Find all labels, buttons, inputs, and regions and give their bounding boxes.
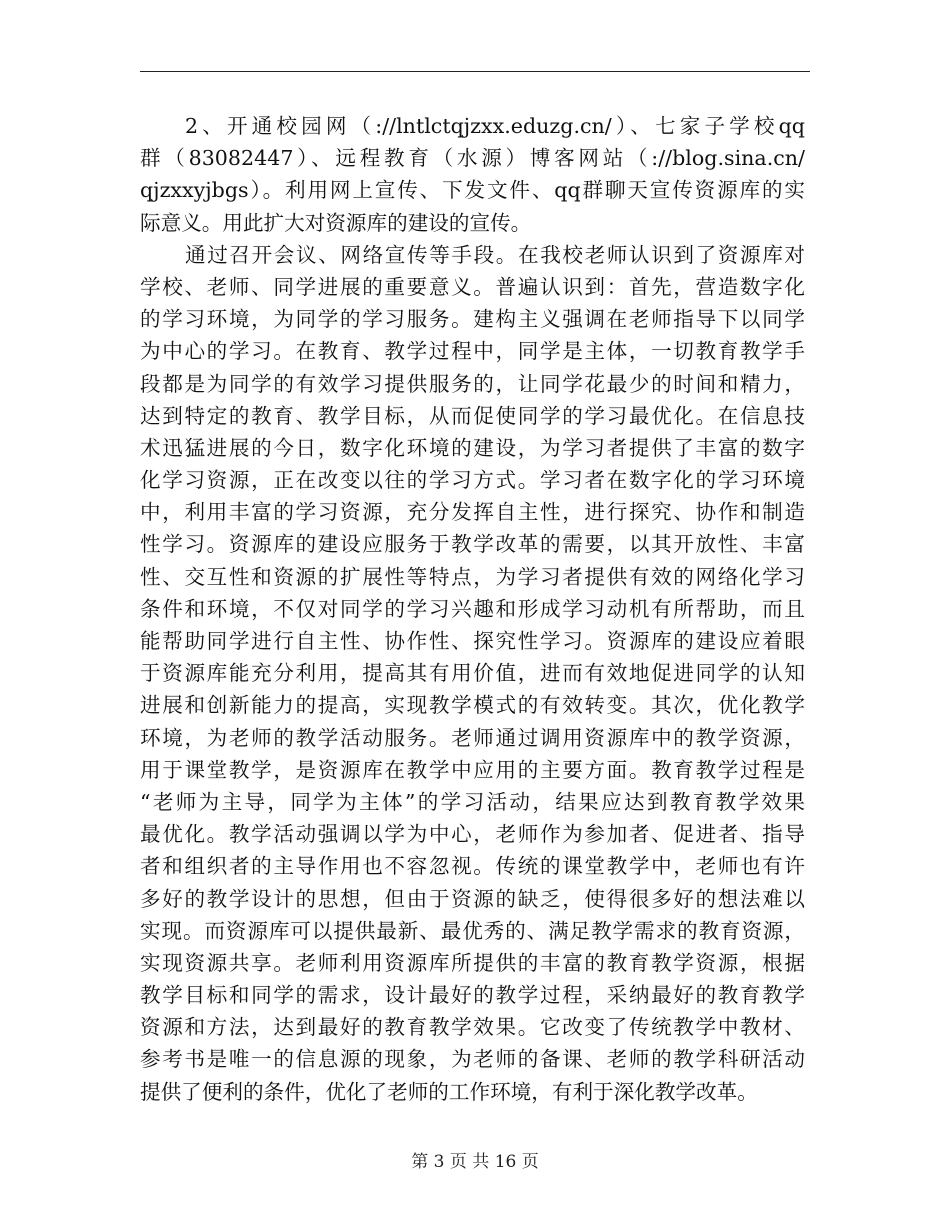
text-line: qjzxxyjbgs）。利用网上宣传、下发文件、qq群聊天宣传资源库的实 xyxy=(140,178,805,203)
text-line: 于资源库能充分利用，提高其有用价值，进而有效地促进同学的认知 xyxy=(140,661,805,686)
body-text xyxy=(140,110,805,1108)
header-rule xyxy=(140,71,810,72)
text-line: 能帮助同学进行自主性、协作性、探究性学习。资源库的建设应着眼 xyxy=(140,629,805,653)
text-line: 际意义。用此扩大对资源库的建设的宣传。 xyxy=(140,210,532,235)
text-line: 最优化。教学活动强调以学为中心，老师作为参加者、促进者、指导 xyxy=(140,822,805,847)
text-line: 提供了便利的条件，优化了老师的工作环境，有利于深化教学改革。 xyxy=(140,1079,758,1104)
text-line: 群（83082447）、远程教育（水源）博客网站（://blog.sina.cn/ xyxy=(140,146,805,171)
text-line: 实现。而资源库可以提供最新、最优秀的、满足教学需求的教育资源， xyxy=(140,918,805,943)
text-line: 者和组织者的主导作用也不容忽视。传统的课堂教学中，老师也有许 xyxy=(140,854,805,879)
text-line: 教学目标和同学的需求，设计最好的教学过程，采纳最好的教育教学 xyxy=(140,983,805,1008)
text-line: 参考书是唯一的信息源的现象，为老师的备课、老师的教学科研活动 xyxy=(140,1047,805,1072)
text-line: 条件和环境，不仅对同学的学习兴趣和形成学习动机有所帮助，而且 xyxy=(140,596,805,621)
text-line: 环境，为老师的教学活动服务。老师通过调用资源库中的教学资源， xyxy=(140,725,805,750)
text-line: 术迅猛进展的今日，数字化环境的建设，为学习者提供了丰富的数字 xyxy=(140,435,805,460)
text-line: 进展和创新能力的提高，实现教学模式的有效转变。其次，优化教学 xyxy=(140,693,805,718)
text-line: 用于课堂教学，是资源库在教学中应用的主要方面。教育教学过程是 xyxy=(140,757,805,782)
text-line: 性、交互性和资源的扩展性等特点，为学习者提供有效的网络化学习 xyxy=(140,564,805,589)
text-line: “老师为主导，同学为主体”的学习活动，结果应达到教育教学效果 xyxy=(140,789,805,814)
text-line: 学校、老师、同学进展的重要意义。普遍认识到：首先，营造数字化 xyxy=(140,274,805,299)
text-line: 实现资源共享。老师利用资源库所提供的丰富的教育教学资源，根据 xyxy=(140,950,805,975)
text-line: 为中心的学习。在教育、教学过程中，同学是主体，一切教育教学手 xyxy=(140,339,805,364)
text-line: 通过召开会议、网络宣传等手段。在我校老师认识到了资源库对 xyxy=(185,242,805,267)
page-footer: 第 3 页 共 16 页 xyxy=(411,1152,539,1172)
text-line: 的学习环境，为同学的学习服务。建构主义强调在老师指导下以同学 xyxy=(140,307,805,332)
text-line: 多好的教学设计的思想，但由于资源的缺乏，使得很多好的想法难以 xyxy=(140,886,805,911)
text-line: 性学习。资源库的建设应服务于教学改革的需要，以其开放性、丰富 xyxy=(140,532,805,557)
text-line: 段都是为同学的有效学习提供服务的，让同学花最少的时间和精力， xyxy=(140,371,805,396)
text-line: 化学习资源，正在改变以往的学习方式。学习者在数字化的学习环境 xyxy=(140,468,805,493)
text-line: 中，利用丰富的学习资源，充分发挥自主性，进行探究、协作和制造 xyxy=(140,500,805,525)
text-line: 资源和方法，达到最好的教育教学效果。它改变了传统教学中教材、 xyxy=(140,1015,805,1040)
text-line: 2、开通校园网（://lntlctqjzxx.eduzg.cn/）、七家子学校qq xyxy=(185,114,805,138)
text-line: 达到特定的教育、教学目标，从而促使同学的学习最优化。在信息技 xyxy=(140,403,805,428)
